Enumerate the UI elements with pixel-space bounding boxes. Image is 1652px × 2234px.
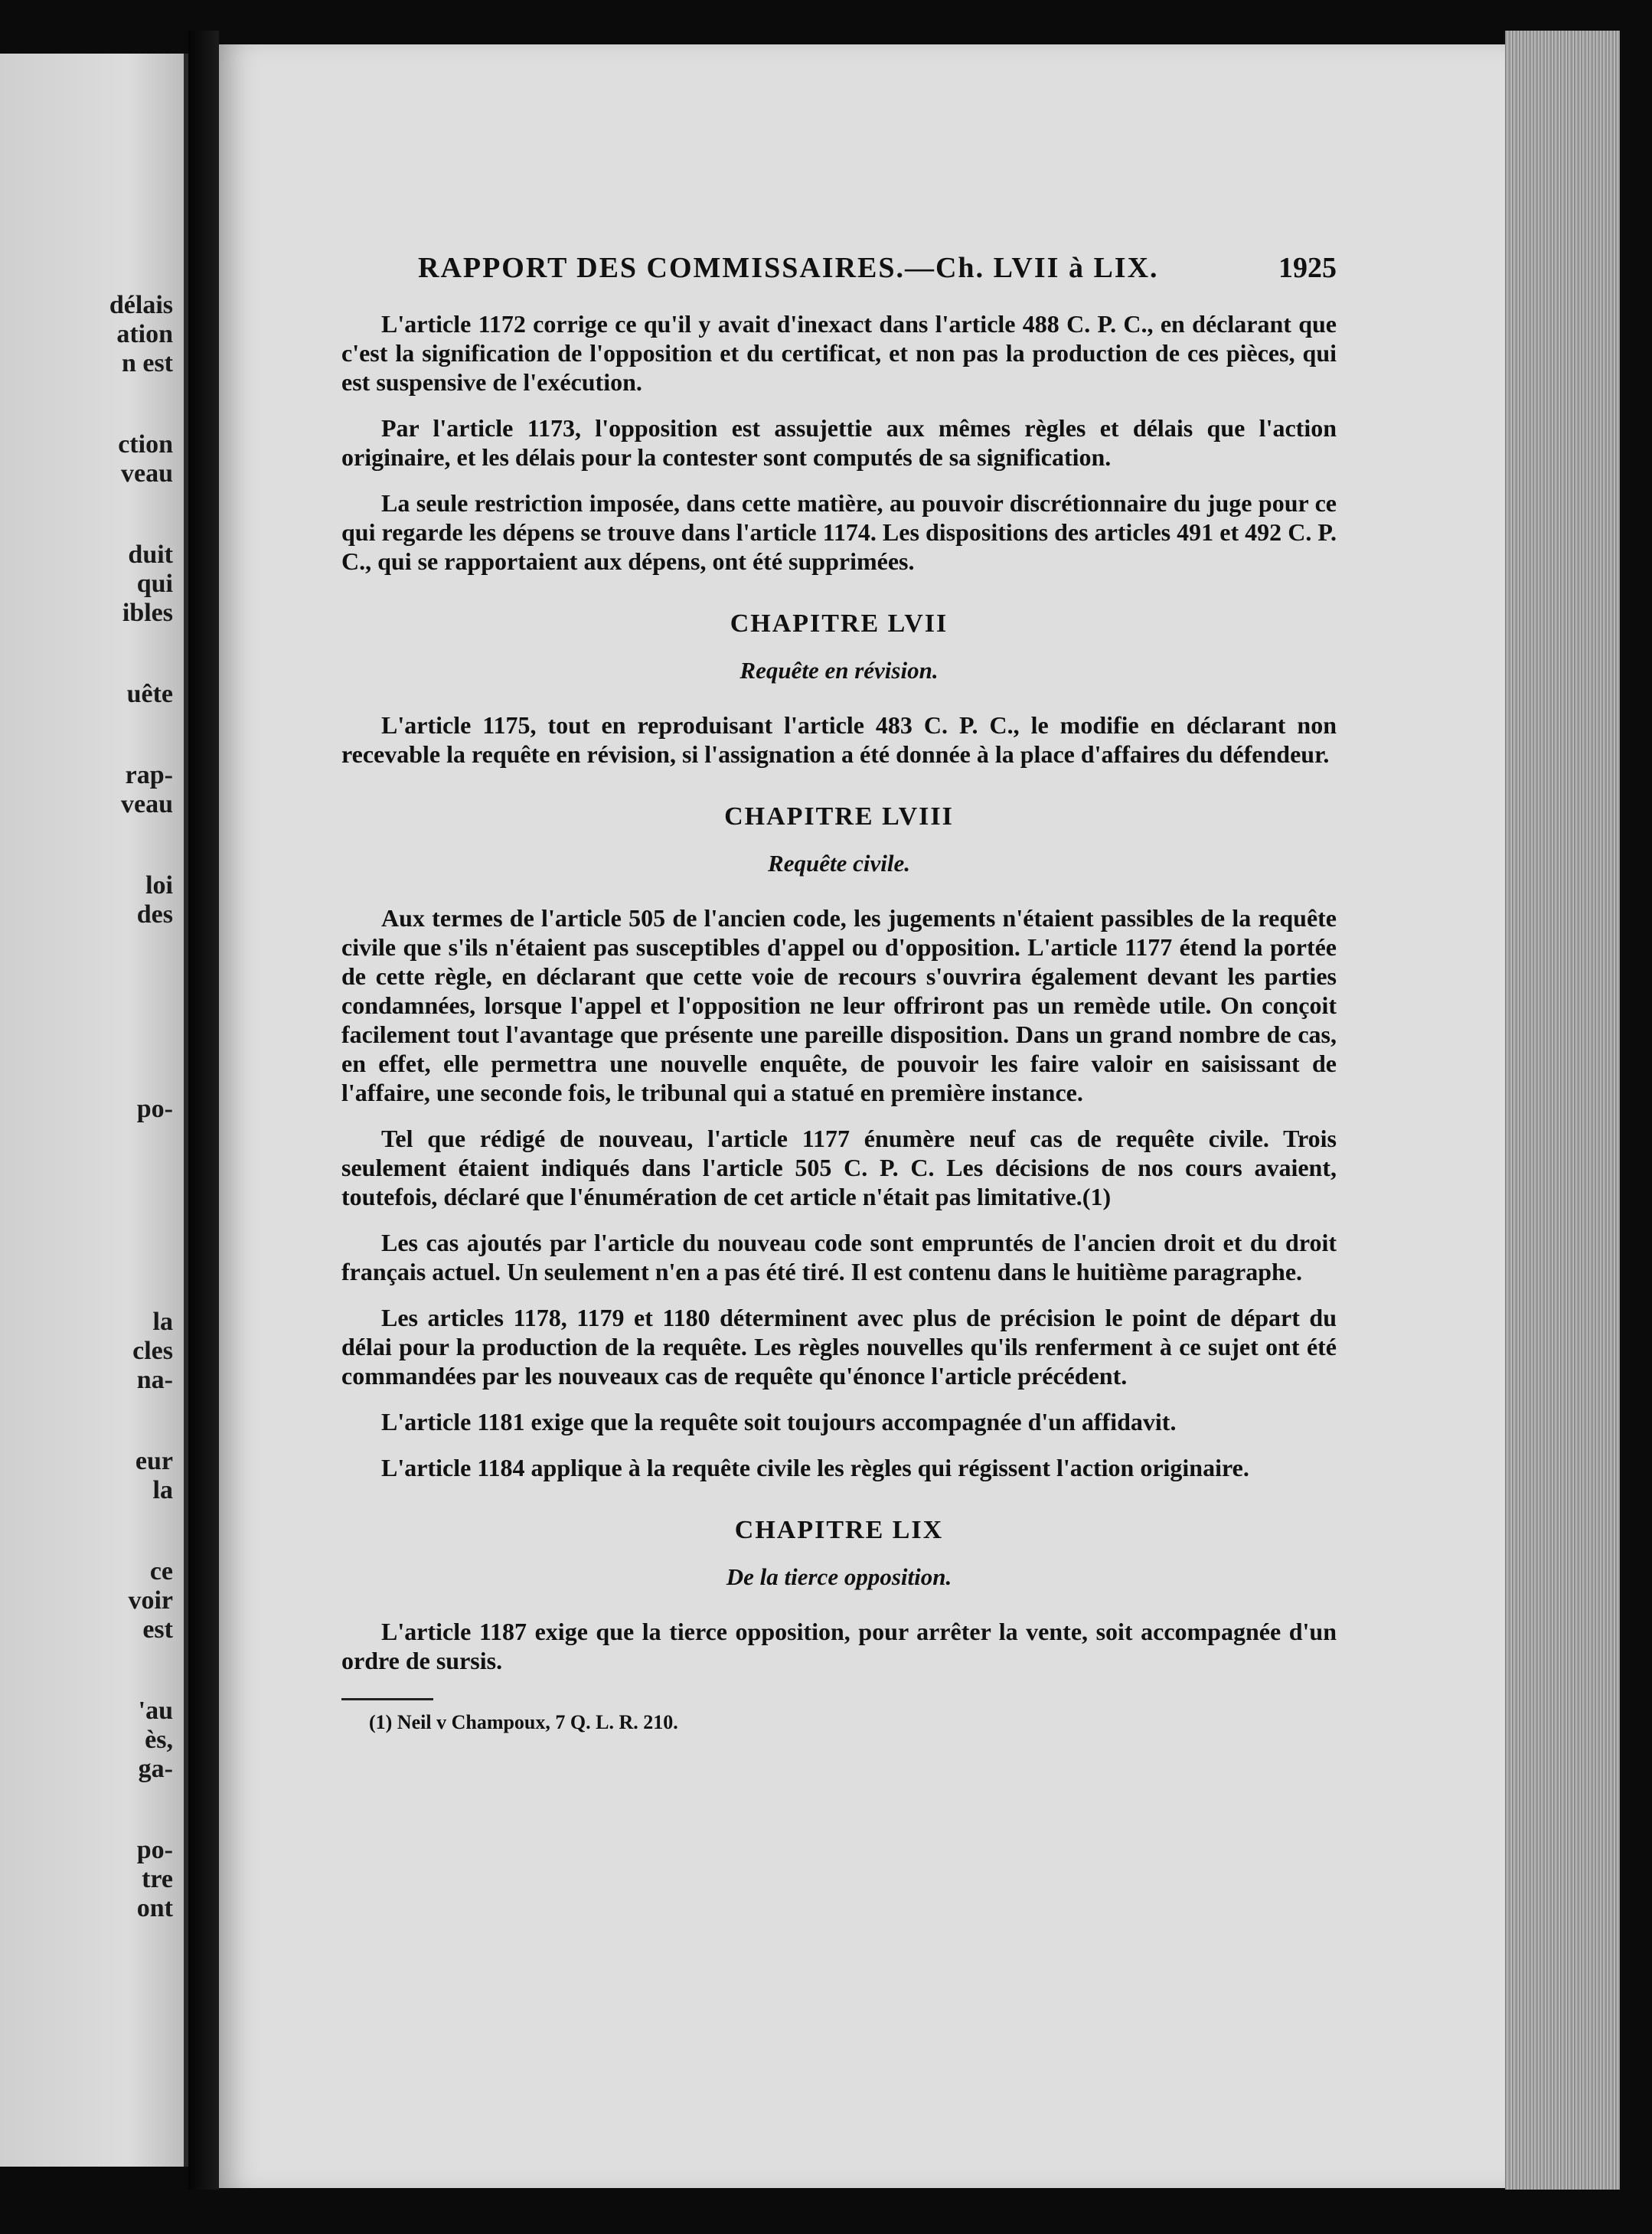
footnote-rule: [341, 1698, 433, 1700]
facing-page-fragment: ont: [136, 1894, 173, 1922]
paragraph: Les cas ajoutés par l'article du nouveau code sont empruntés de l'ancien droit et du droit français actuel. Un seulement n'en a pas été tiré. Il est contenu dans le huitième paragraphe.: [341, 1229, 1337, 1285]
facing-page-fragment: qui: [136, 570, 173, 598]
chapter-heading: CHAPITRE LVIII: [724, 802, 954, 831]
paragraph: Tel que rédigé de nouveau, l'article 1177 énumère neuf cas de requête civile. Trois seulement étaient indiqués dans l'article 505 C. P. C. Les décisions de nos cours avaient, toutefois, déclaré que l'énumération de cet article n'était pas limitative.(1): [341, 1125, 1337, 1210]
chapter-subtitle: De la tierce opposition.: [726, 1563, 952, 1590]
facing-page-fragment: des: [136, 900, 173, 929]
facing-page-fragment: ès,: [145, 1726, 173, 1754]
facing-page-fragment: veau: [121, 459, 173, 488]
facing-page: [0, 54, 188, 2167]
paragraph: L'article 1181 exige que la requête soit toujours accompagnée d'un affidavit.: [381, 1408, 1177, 1435]
paragraph: L'article 1187 exige que la tierce opposition, pour arrêter la vente, soit accompagnée d'un ordre de sursis.: [341, 1618, 1337, 1674]
book-gutter: [188, 31, 219, 2190]
facing-page-fragment: eur: [135, 1447, 173, 1475]
facing-page-fragment: ibles: [122, 599, 173, 627]
facing-page-fragment: po-: [136, 1095, 173, 1123]
chapter-subtitle: Requête en révision.: [739, 657, 939, 684]
facing-page-fragment: ce: [149, 1557, 173, 1586]
facing-page-fragment: 'au: [138, 1697, 173, 1725]
page-content: [341, 251, 1337, 1734]
paragraph: Par l'article 1173, l'opposition est assujettie aux mêmes règles et délais que l'action originaire, et les délais pour la contester sont computés de sa signification.: [341, 414, 1337, 471]
facing-page-fragment: voir: [128, 1586, 173, 1615]
facing-page-fragment: délais: [109, 291, 173, 319]
paragraph: L'article 1184 applique à la requête civile les règles qui régissent l'action originaire.: [381, 1454, 1249, 1481]
paragraph: L'article 1175, tout en reproduisant l'article 483 C. P. C., le modifie en déclarant non recevable la requête en révision, si l'assignation a été donnée à la place d'affaires du défendeur.: [341, 711, 1337, 768]
paragraph: La seule restriction imposée, dans cette matière, au pouvoir discrétionnaire du juge pour ce qui regarde les dépens se trouve dans l'article 1174. Les dispositions des articles 491 et 492 C. P. C., qui se rapportaient aux dépens, ont été supprimées.: [341, 489, 1337, 575]
facing-page-fragment: n est: [121, 349, 173, 377]
facing-page-fragment: loi: [145, 871, 173, 900]
facing-page-fragment: uête: [126, 680, 173, 708]
facing-page-fragment: rap-: [125, 761, 173, 789]
page-number: 1925: [1278, 252, 1337, 284]
facing-page-fragment: na-: [136, 1366, 173, 1394]
facing-page-fragment: po-: [136, 1836, 173, 1864]
facing-page-fragment: est: [142, 1615, 173, 1644]
facing-page-fragment: ga-: [138, 1755, 173, 1783]
facing-page-fragment: duit: [128, 541, 173, 569]
paragraph: Les articles 1178, 1179 et 1180 déterminent avec plus de précision le point de départ du délai pour la production de la requête. Les règles nouvelles qu'ils renferment à ce sujet ont été commandées par les nouveaux cas de requête qu'énonce l'article précédent.: [341, 1304, 1337, 1390]
paragraph: L'article 1172 corrige ce qu'il y avait d'inexact dans l'article 488 C. P. C., en déclarant que c'est la signification de l'opposition et du certificat, et non pas la production de ces pièces, qui est suspensive de l'exécution.: [341, 310, 1337, 396]
paragraph: Aux termes de l'article 505 de l'ancien code, les jugements n'étaient passibles de la requête civile que s'ils n'étaient pas susceptibles d'appel ou d'opposition. L'article 1177 étend la portée de cette règle, en déclarant que cette voie de recours s'ouvrira également devant les parties condamnées, lorsque l'appel et l'opposition ne leur offriront pas un remède utile. On conçoit facilement tout l'avantage que présente une pareille disposition. Dans un grand nombre de cas, en effet, elle permettra une nouvelle enquête, de pouvoir les faire valoir en saisissant de l'affaire, une seconde fois, le tribunal qui a statué en première instance.: [341, 904, 1337, 1106]
facing-page-fragment: veau: [121, 790, 173, 818]
book-page: [219, 44, 1505, 2188]
running-head: [341, 251, 1337, 297]
facing-page-fragment: ction: [118, 430, 173, 459]
footnote: (1) Neil v Champoux, 7 Q. L. R. 210.: [369, 1711, 678, 1733]
page-edges: [1505, 31, 1620, 2190]
chapter-subtitle: Requête civile.: [768, 850, 910, 877]
facing-page-fragment: la: [152, 1308, 173, 1336]
chapter-heading: CHAPITRE LIX: [734, 1516, 944, 1544]
facing-page-fragment: ation: [116, 320, 173, 348]
running-title: RAPPORT DES COMMISSAIRES.—Ch. LVII à LIX.: [418, 252, 1159, 284]
facing-page-fragment: tre: [142, 1865, 173, 1893]
facing-page-fragment: cles: [132, 1337, 173, 1365]
chapter-heading: CHAPITRE LVII: [730, 609, 948, 638]
facing-page-fragment: la: [152, 1476, 173, 1504]
